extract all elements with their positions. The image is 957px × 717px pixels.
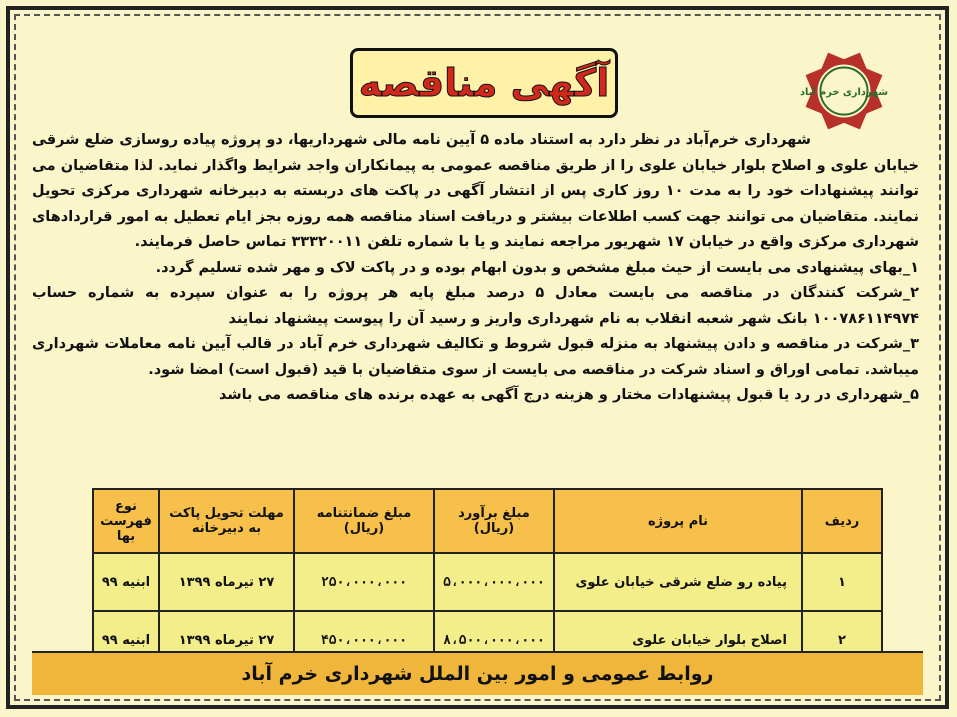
header-guarantee: مبلغ ضمانتنامه (ریال) bbox=[294, 489, 434, 553]
notice-body bbox=[32, 128, 919, 409]
guarantee-amount: ۴۵۰،۰۰۰،۰۰۰ bbox=[294, 611, 434, 669]
condition-3: ۳_شرکت در مناقصه و دادن پیشنهاد به منزله قبول شروط و تکالیف شهرداری خرم آباد در قالب آیین نامه معاملات شهرداری میباشد. تمامی اوراق و اسناد شرکت در مناقصه می بایست از سوی متقاضیان با قید (قبول است) امضا شود. bbox=[32, 336, 919, 378]
header-estimate: مبلغ برآورد (ریال) bbox=[434, 489, 554, 553]
footer-text: روابط عمومی و امور بین الملل شهرداری خرم آباد bbox=[241, 663, 714, 685]
footer-banner bbox=[32, 651, 923, 695]
header-price-list: نوع فهرست بها bbox=[93, 489, 159, 553]
intro-paragraph: شهرداری خرم‌آباد در نظر دارد به استناد ماده ۵ آیین نامه مالی شهرداریها، دو پروژه پیاده روسازی ضلع شرقی خیابان علوی و اصلاح بلوار خیابان علوی را از طریق مناقصه عمومی به پیمانکاران واجد شرایط واگذار نماید. لذا متقاضیان می توانند پیشنهادات خود را به مدت ۱۰ روز کاری پس از انتشار آگهی در پاکت های دربسته به دبیرخانه شهرداری مرکزی تحویل نمایند. متقاضیان می توانند جهت کسب اطلاعات بیشتر و دریافت اسناد مناقصه همه روزه بجز ایام تعطیل به امور قراردادهای شهرداری مرکزی واقع در خیابان ۱۷ شهریور مراجعه نمایند و یا با شماره تلفن ۳۳۳۲۰۰۱۱ تماس حاصل فرمایند. bbox=[31, 132, 919, 250]
page-title: آگهی مناقصه bbox=[358, 61, 610, 105]
table-row bbox=[93, 553, 882, 611]
row-number: ۲ bbox=[802, 611, 882, 669]
row-number: ۱ bbox=[802, 553, 882, 611]
municipality-logo-icon bbox=[795, 42, 893, 140]
project-name: پیاده رو ضلع شرقی خیابان علوی bbox=[554, 553, 802, 611]
table-header-row bbox=[93, 489, 882, 553]
price-list-type: ابنیه ۹۹ bbox=[93, 553, 159, 611]
title-box bbox=[350, 48, 618, 118]
header-deadline: مهلت تحویل پاکت به دبیرخانه bbox=[159, 489, 294, 553]
condition-5: ۵_شهرداری در رد یا قبول پیشنهادات مختار و هزینه درج آگهی به عهده برنده های مناقصه می باشد bbox=[218, 387, 919, 403]
project-name: اصلاح بلوار خیابان علوی bbox=[554, 611, 802, 669]
guarantee-amount: ۲۵۰،۰۰۰،۰۰۰ bbox=[294, 553, 434, 611]
condition-1: ۱_بهای پیشنهادی می بایست از حیث مبلغ مشخص و بدون ابهام بوده و در پاکت لاک و مهر شده تسلیم گردد. bbox=[155, 259, 919, 276]
estimate-amount: ۵،۰۰۰،۰۰۰،۰۰۰ bbox=[434, 553, 554, 611]
price-list-type: ابنیه ۹۹ bbox=[93, 611, 159, 669]
header-row-number: ردیف bbox=[802, 489, 882, 553]
condition-2: ۲_شرکت کنندگان در مناقصه می بایست معادل ۵ درصد مبلغ پایه هر پروژه را به عنوان سپرده به شماره حساب ۱۰۰۷۸۶۱۱۴۹۷۴ بانک شهر شعبه انقلاب به نام شهرداری واریز و رسید آن را پیوست پیشنهاد نمایند bbox=[32, 285, 919, 327]
deadline: ۲۷ تیرماه ۱۳۹۹ bbox=[159, 553, 294, 611]
deadline: ۲۷ تیرماه ۱۳۹۹ bbox=[159, 611, 294, 669]
logo-text: شهرداری خرم آباد bbox=[799, 86, 889, 98]
notice-frame bbox=[6, 6, 949, 709]
header-project-name: نام پروژه bbox=[554, 489, 802, 553]
estimate-amount: ۸،۵۰۰،۰۰۰،۰۰۰ bbox=[434, 611, 554, 669]
projects-table bbox=[92, 488, 883, 670]
